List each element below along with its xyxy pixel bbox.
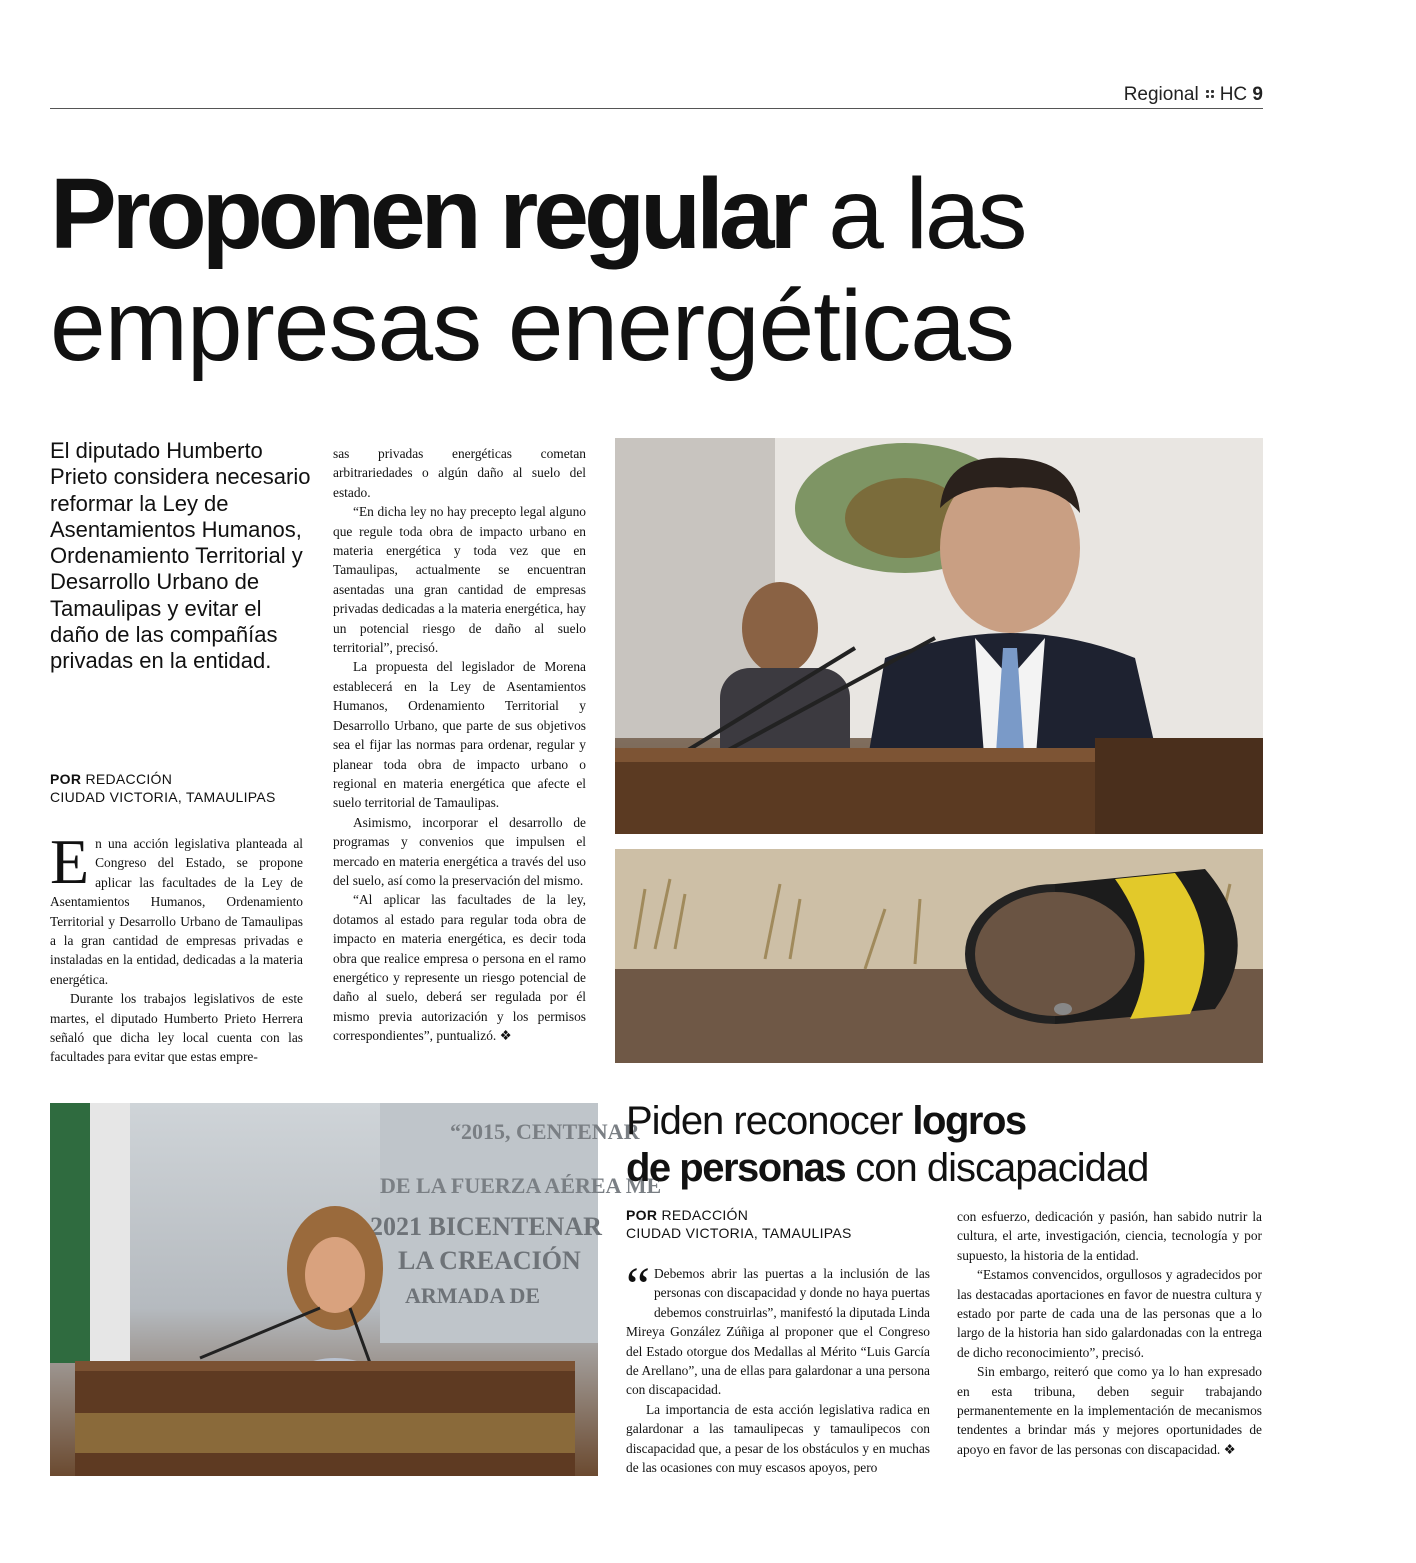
wall-text-1: “2015, CENTENAR [450, 1119, 640, 1144]
photo-legislator-podium [615, 438, 1263, 834]
section-label [1124, 84, 1263, 106]
headline2-bold-2: de personas [626, 1146, 846, 1190]
drop-cap: E [50, 826, 90, 897]
opening-quote-mark: “ [626, 1256, 650, 1316]
paragraph-1: n una acción legislativa planteada al Congreso del Estado, se propone aplicar las facultades de la Ley de Asentamientos Humanos, Ordenamiento Territorial y Desarrollo Urbano de Tamaulipas a la gran cantidad de empresas privadas e instaladas en la entidad, dedicadas a la materia energética. [50, 836, 303, 987]
photo-legislator-illustration [615, 438, 1263, 834]
secondary-headline [626, 1098, 1266, 1192]
section-name: Regional [1123, 84, 1199, 105]
byline-author: REDACCIÓN [81, 771, 173, 787]
article-column-2 [333, 444, 586, 1046]
article-column-1 [50, 826, 303, 1067]
headline-bold: Proponen regular [50, 158, 804, 270]
wall-text-2: DE LA FUERZA AÉREA ME [380, 1173, 662, 1198]
headline2-light-2: con discapacidad [845, 1146, 1149, 1190]
page-number: 9 [1252, 84, 1263, 105]
headline2-bold-1: logros [912, 1099, 1026, 1143]
byline-place: CIUDAD VICTORIA, TAMAULIPAS [50, 789, 276, 805]
paragraph-2: Durante los trabajos legislativos de este martes, el diputado Humberto Prieto Herrera señaló que dicha ley local cuenta con las facultades para evitar que estas empre- [50, 991, 303, 1065]
separator-dots-icon [1205, 89, 1216, 100]
headline2-light-1: Piden reconocer [626, 1099, 913, 1143]
wall-text-5: ARMADA DE [405, 1283, 541, 1308]
wall-text-3: 2021 BICENTENAR [370, 1212, 602, 1241]
article2-paragraph-1: Debemos abrir las puertas a la inclusión de las personas con discapacidad y donde no haya puertas debemos construirlas”, manifestó la diputada Linda Mireya González Zúñiga al proponer que el Congreso del Estado otorgue dos Medallas al Mérito “Luis García de Arellano”, una de ellas para galardonar a una persona con discapacidad. [626, 1266, 930, 1398]
article2-column-2 [957, 1207, 1262, 1459]
byline2-author: REDACCIÓN [657, 1207, 749, 1223]
article2-byline [626, 1206, 926, 1242]
article2-paragraph-4: Sin embargo, reiteró que como ya lo han expresado en esta tribuna, deben seguir trabajando permanentemente en la implementación de mecanismos tendentes a brindar más y mejores oportunidades de apoyo en favor de las personas con discapacidad. ❖ [957, 1364, 1262, 1457]
byline2-por: POR [626, 1207, 658, 1223]
paper-name: HC [1219, 84, 1248, 105]
main-headline [50, 158, 1263, 382]
byline2-place: CIUDAD VICTORIA, TAMAULIPAS [626, 1225, 852, 1241]
article2-paragraph-3: “Estamos convencidos, orgullosos y agradecidos por las destacadas aportaciones en favor de nuestra cultura y estado por parte de cada una de las personas que a lo largo de la historia han sido galardonadas con la entrega de dicho reconocimiento”, precisó. [957, 1267, 1262, 1360]
article2-column-1 [626, 1256, 930, 1477]
article2-paragraph-2: La importancia de esta acción legislativa radica en galardonar a las tamaulipecas y tamaulipecos con discapacidad que, a pesar de los obstáculos y en muchas de las ocasiones con muy escasos apoyos, pero [626, 1401, 930, 1476]
header-rule [50, 108, 1263, 109]
article-deck: El diputado Humberto Prieto considera necesario reformar la Ley de Asentamientos Humanos, Ordenamiento Territorial y Desarrollo Urbano de Tamaulipas y evitar el daño de las compañías privadas en la entidad. [50, 438, 311, 674]
headline-line2: empresas energéticas [50, 270, 1014, 382]
paragraph-5: Asimismo, incorporar el desarrollo de programas y convenios que impulsen el mercado en materia energética a través del uso del suelo, así como la preservación del mismo. [333, 814, 586, 888]
paragraph-4: La propuesta del legislador de Morena establecerá en la Ley de Asentamientos Humanos, Ordenamiento Territorial y Desarrollo Urbano, que parte de sus objetivos sea el fijar las normas para ordenar, regular y planear toda obra de impacto urbano o regional en materia energética que afecte el suelo territorial de Tamaulipas. [333, 659, 586, 811]
article2-paragraph-2-continued: con esfuerzo, dedicación y pasión, han sabido nutrir la cultura, el arte, investigación, ciencia, tecnología y por supuesto, la historia de la entidad. [957, 1209, 1262, 1263]
photo-barrel-on-ground [615, 849, 1263, 1063]
wall-text-4: LA CREACIÓN [398, 1246, 581, 1275]
headline-light: a las [803, 158, 1025, 270]
paragraph-3: “En dicha ley no hay precepto legal alguno que regule toda obra de impacto urbano en materia energética y toda vez que en Tamaulipas, actualmente se encuentran asentadas una gran cantidad de empresas privadas dedicadas a la materia energética, hay un potencial riesgo de daño al suelo territorial”, precisó. [333, 504, 586, 656]
article-byline [50, 770, 312, 806]
photo-barrel-illustration [615, 849, 1263, 1063]
byline-por: POR [50, 771, 82, 787]
paragraph-6: “Al aplicar las facultades de la ley, dotamos al estado para regular toda obra de impacto en materia energética, es decir toda obra que realice empresa o persona en el ramo energético y represente un riesgo potencial de daño al suelo, deberá ser regulada por él mismo previa autorización y los permisos correspondientes”, puntualizó. ❖ [333, 892, 586, 1044]
paragraph-2-continued: sas privadas energéticas cometan arbitrariedades o algún daño al suelo del estado. [333, 446, 586, 500]
page-header [50, 84, 1263, 110]
